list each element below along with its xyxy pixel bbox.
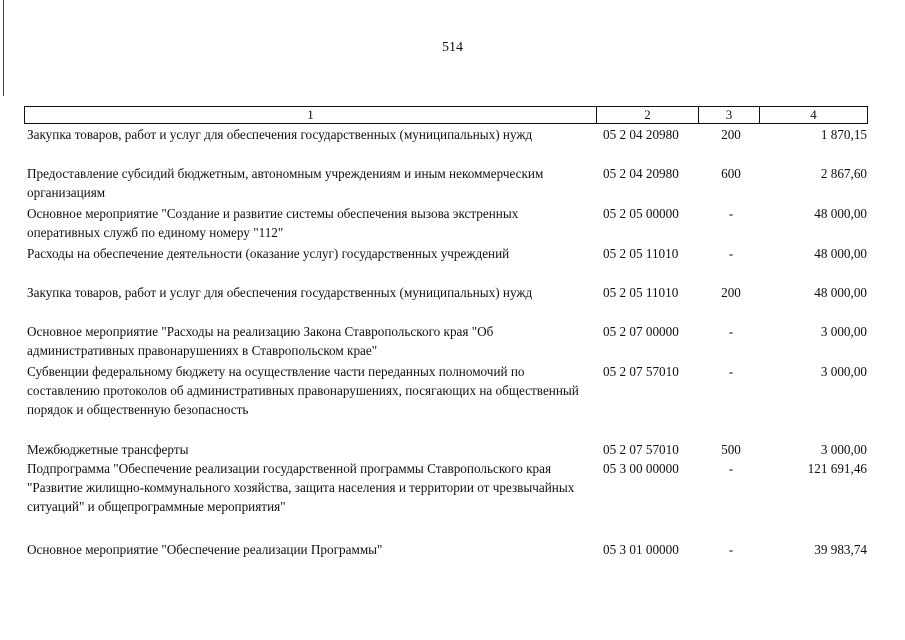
header-col-4: 4 bbox=[810, 107, 817, 122]
row-expense-type: 200 bbox=[721, 127, 741, 142]
row-expense-type: - bbox=[728, 206, 734, 221]
row-name: Закупка товаров, работ и услуг для обеспечения государственных (муниципальных) нужд bbox=[27, 285, 533, 300]
row-expense-type: - bbox=[728, 246, 734, 261]
row-code: 05 3 01 00000 bbox=[603, 542, 679, 557]
row-expense-type: - bbox=[728, 461, 734, 476]
row-sum: 1 870,15 bbox=[820, 127, 867, 142]
row-sum: 3 000,00 bbox=[820, 442, 867, 457]
row-sum: 2 867,60 bbox=[820, 166, 867, 181]
row-sum: 3 000,00 bbox=[820, 364, 867, 379]
row-expense-type: - bbox=[728, 542, 734, 557]
row-code: 05 2 04 20980 bbox=[603, 166, 679, 181]
row-code: 05 2 04 20980 bbox=[603, 127, 679, 142]
page-number: 514 bbox=[442, 40, 463, 55]
row-sum: 48 000,00 bbox=[814, 206, 867, 221]
row-code: 05 2 05 11010 bbox=[603, 285, 679, 300]
row-name: Основное мероприятие "Обеспечение реализации Программы" bbox=[27, 542, 383, 557]
row-name: Субвенции федеральному бюджету на осуществление части переданных полномочий по составлению протоколов об административных правонарушениях, посягающих на общественный порядок и общественную безопасность bbox=[27, 364, 579, 417]
row-code: 05 2 07 57010 bbox=[603, 442, 679, 457]
row-sum: 39 983,74 bbox=[814, 542, 867, 557]
row-sum: 121 691,46 bbox=[807, 461, 867, 476]
row-expense-type: - bbox=[728, 324, 734, 339]
row-expense-type: 200 bbox=[721, 285, 741, 300]
row-code: 05 2 05 11010 bbox=[603, 246, 679, 261]
row-name: Основное мероприятие "Расходы на реализацию Закона Ставропольского края "Об административных правонарушениях в Ставропольском крае" bbox=[27, 324, 494, 358]
row-name: Межбюджетные трансферты bbox=[27, 442, 189, 457]
row-expense-type: - bbox=[728, 364, 734, 379]
row-code: 05 2 07 00000 bbox=[603, 324, 679, 339]
header-col-1: 1 bbox=[25, 107, 597, 123]
row-expense-type: 600 bbox=[721, 166, 741, 181]
row-name: Закупка товаров, работ и услуг для обеспечения государственных (муниципальных) нужд bbox=[27, 127, 533, 142]
row-name: Предоставление субсидий бюджетным, автономным учреждениям и иным некоммерческим организациям bbox=[27, 166, 544, 200]
row-name: Расходы на обеспечение деятельности (оказание услуг) государственных учреждений bbox=[27, 246, 510, 261]
row-code: 05 2 05 00000 bbox=[603, 206, 679, 221]
row-sum: 48 000,00 bbox=[814, 246, 867, 261]
table-header bbox=[24, 106, 868, 124]
row-code: 05 3 00 00000 bbox=[603, 461, 679, 476]
row-name: Подпрограмма "Обеспечение реализации государственной программы Ставропольского края "Развитие жилищно-коммунального хозяйства, защита населения и территории от чрезвычайных ситуаций" и общепрограммные мероприятия" bbox=[27, 461, 575, 514]
row-sum: 48 000,00 bbox=[814, 285, 867, 300]
row-name: Основное мероприятие "Создание и развитие системы обеспечения вызова экстренных оперативных служб по единому номеру "112" bbox=[27, 206, 519, 240]
header-col-3: 3 bbox=[699, 107, 760, 123]
row-code: 05 2 07 57010 bbox=[603, 364, 679, 379]
row-sum: 3 000,00 bbox=[820, 324, 867, 339]
header-col-2: 2 bbox=[597, 107, 699, 123]
row-expense-type: 500 bbox=[721, 442, 741, 457]
